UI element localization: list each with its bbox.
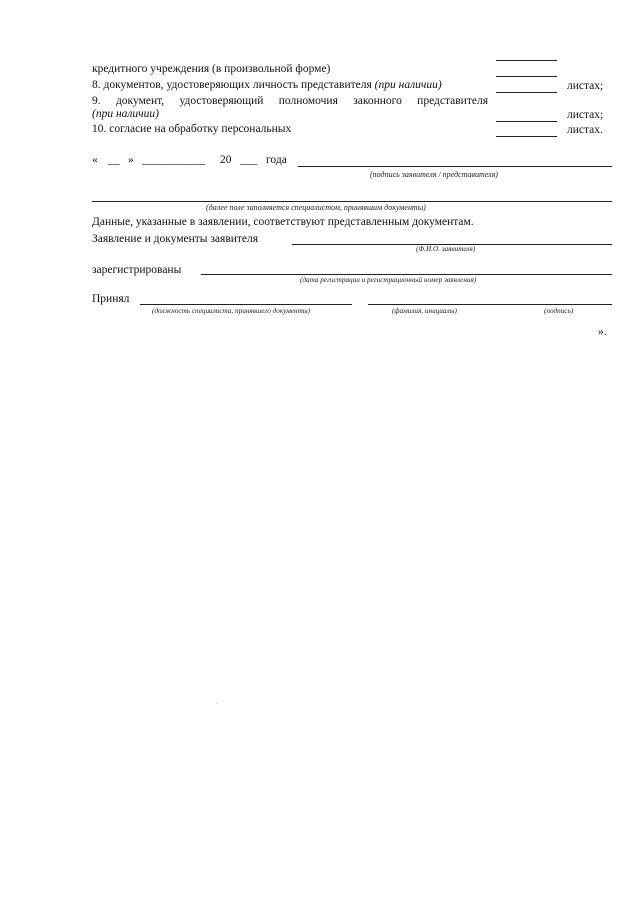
registration-caption: (дата регистрации и регистрационный номер заявления) [300,276,477,284]
item8-sheets-label: листах; [567,80,604,92]
date-day-blank: __ [108,154,120,166]
applicant-signature-caption: (подпись заявителя / представителя) [370,170,498,179]
specialist-separator-line [92,201,612,202]
date-open-quote: « [92,154,98,166]
confirmation-text: Данные, указанные в заявлении, соответствуют представленным документам. [92,216,474,228]
applicant-signature-line [298,166,612,167]
date-month-blank: ___________ [142,154,206,166]
scan-speck [216,703,217,704]
item9-sheets-blank [496,121,557,122]
date-year-word: года [266,154,287,166]
item8-main: 8. документов, удостоверяющих личность представителя [92,79,372,91]
applicant-name-caption: (Ф.И.О. заявителя) [416,245,476,253]
accepted-label: Принял [92,293,130,305]
position-line [140,304,352,305]
item8-text [92,79,442,92]
item10-sheets-label: листах. [567,124,603,136]
item7-sheets-blank-1 [496,60,557,61]
closing-mark: ». [598,326,607,338]
date-year-blank: ___ [240,154,258,166]
item8-sheets-blank [496,92,557,93]
name-caption: (фамилия, инициалы) [392,307,457,315]
item7-sheets-blank-2 [496,76,557,77]
item8-note: (при наличии) [374,79,442,91]
item9-sheets-label: листах; [567,109,604,121]
signature-caption: (подпись) [544,307,574,315]
item10-text: 10. согласие на обработку персональных [92,123,292,135]
date-year-prefix: 20 [220,154,232,166]
specialist-caption: (далее поле заполняется специалистом, принявшим документы) [206,203,426,212]
name-signature-line [368,304,612,305]
registration-line [201,274,612,275]
item9-note: (при наличии) [92,108,159,120]
item7-continuation: кредитного учреждения (в произвольной форме) [92,63,331,75]
item10-sheets-blank [496,136,557,137]
item9-line1: 9. документ, удостоверяющий полномочия законного представителя [92,95,488,107]
date-close-quote: » [128,154,134,166]
position-caption: (должность специалиста, принявшего документы) [152,307,311,315]
applicant-docs-label: Заявление и документы заявителя [92,233,259,245]
registered-label: зарегистрированы [92,264,182,276]
